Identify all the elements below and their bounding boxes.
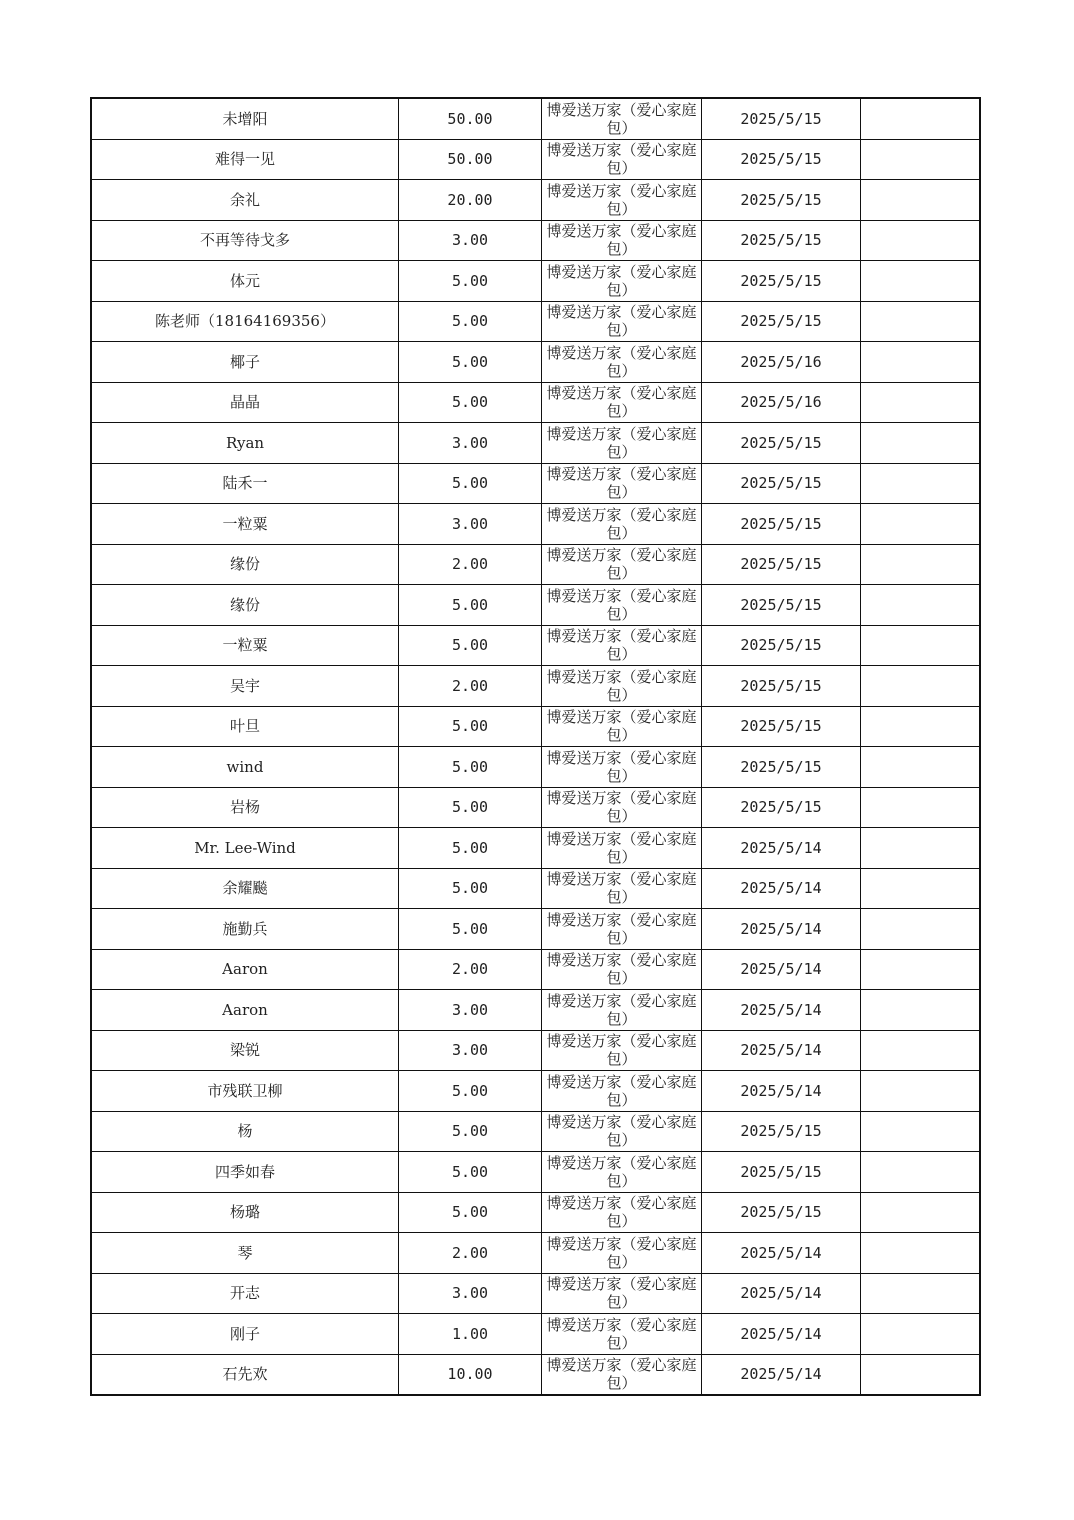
donor-name-cell: wind (91, 747, 399, 788)
note-cell (861, 1314, 981, 1355)
note-cell (861, 949, 981, 990)
table-row (91, 463, 980, 504)
table-row (91, 139, 980, 180)
amount-cell: 2.00 (399, 949, 542, 990)
note-cell (861, 98, 981, 139)
donor-name-cell: 石先欢 (91, 1354, 399, 1395)
project-label: 博爱送万家（爱心家庭包） (546, 181, 697, 218)
note-cell (861, 342, 981, 383)
project-cell (542, 1071, 702, 1112)
note-cell (861, 787, 981, 828)
project-cell (542, 909, 702, 950)
amount-cell: 5.00 (399, 787, 542, 828)
amount-cell: 3.00 (399, 990, 542, 1031)
donor-name-cell: 岩杨 (91, 787, 399, 828)
note-cell (861, 180, 981, 221)
table-row (91, 949, 980, 990)
project-cell (542, 1111, 702, 1152)
note-cell (861, 1030, 981, 1071)
note-cell (861, 585, 981, 626)
project-label: 博爱送万家（爱心家庭包） (546, 829, 697, 866)
date-cell: 2025/5/15 (702, 585, 861, 626)
table-row (91, 220, 980, 261)
project-cell (542, 1273, 702, 1314)
date-cell: 2025/5/15 (702, 1152, 861, 1193)
project-cell (542, 463, 702, 504)
project-label: 博爱送万家（爱心家庭包） (546, 505, 697, 542)
table-row (91, 301, 980, 342)
donor-name-cell: 不再等待戈多 (91, 220, 399, 261)
project-label: 博爱送万家（爱心家庭包） (546, 1356, 697, 1393)
donor-name-cell: 梁锐 (91, 1030, 399, 1071)
date-cell: 2025/5/14 (702, 909, 861, 950)
donation-table-body (91, 98, 980, 1395)
table-row (91, 1233, 980, 1274)
table-row (91, 747, 980, 788)
project-label: 博爱送万家（爱心家庭包） (546, 1275, 697, 1312)
project-label: 博爱送万家（爱心家庭包） (546, 951, 697, 988)
project-label: 博爱送万家（爱心家庭包） (546, 424, 697, 461)
project-cell (542, 585, 702, 626)
donor-name-cell: 市残联卫柳 (91, 1071, 399, 1112)
table-row (91, 423, 980, 464)
amount-cell: 1.00 (399, 1314, 542, 1355)
note-cell (861, 1111, 981, 1152)
project-label: 博爱送万家（爱心家庭包） (546, 748, 697, 785)
donor-name-cell: 刚子 (91, 1314, 399, 1355)
donor-name-cell: 余耀飈 (91, 868, 399, 909)
date-cell: 2025/5/14 (702, 990, 861, 1031)
amount-cell: 50.00 (399, 139, 542, 180)
project-label: 博爱送万家（爱心家庭包） (546, 262, 697, 299)
date-cell: 2025/5/16 (702, 342, 861, 383)
amount-cell: 5.00 (399, 463, 542, 504)
date-cell: 2025/5/15 (702, 666, 861, 707)
date-cell: 2025/5/15 (702, 544, 861, 585)
amount-cell: 5.00 (399, 828, 542, 869)
project-label: 博爱送万家（爱心家庭包） (546, 586, 697, 623)
donor-name-cell: 杨璐 (91, 1192, 399, 1233)
table-row (91, 585, 980, 626)
project-label: 博爱送万家（爱心家庭包） (546, 465, 697, 502)
amount-cell: 3.00 (399, 1030, 542, 1071)
project-cell (542, 423, 702, 464)
donation-table (90, 97, 981, 1396)
project-cell (542, 1192, 702, 1233)
project-label: 博爱送万家（爱心家庭包） (546, 1153, 697, 1190)
note-cell (861, 423, 981, 464)
date-cell: 2025/5/15 (702, 625, 861, 666)
donor-name-cell: 杨 (91, 1111, 399, 1152)
project-cell (542, 625, 702, 666)
table-row (91, 1192, 980, 1233)
project-cell (542, 1354, 702, 1395)
amount-cell: 3.00 (399, 504, 542, 545)
table-row (91, 1111, 980, 1152)
project-label: 博爱送万家（爱心家庭包） (546, 384, 697, 421)
date-cell: 2025/5/16 (702, 382, 861, 423)
project-cell (542, 666, 702, 707)
donor-name-cell: Mr. Lee-Wind (91, 828, 399, 869)
amount-cell: 2.00 (399, 1233, 542, 1274)
donor-name-cell: 四季如春 (91, 1152, 399, 1193)
donor-name-cell: 椰子 (91, 342, 399, 383)
project-cell (542, 787, 702, 828)
amount-cell: 5.00 (399, 301, 542, 342)
table-row (91, 504, 980, 545)
donor-name-cell: 晶晶 (91, 382, 399, 423)
amount-cell: 5.00 (399, 706, 542, 747)
table-row (91, 1030, 980, 1071)
donor-name-cell: 缘份 (91, 585, 399, 626)
amount-cell: 5.00 (399, 261, 542, 302)
date-cell: 2025/5/14 (702, 1233, 861, 1274)
note-cell (861, 1354, 981, 1395)
amount-cell: 5.00 (399, 1192, 542, 1233)
project-label: 博爱送万家（爱心家庭包） (546, 1315, 697, 1352)
note-cell (861, 909, 981, 950)
donor-name-cell: 体元 (91, 261, 399, 302)
table-row (91, 666, 980, 707)
table-row (91, 1071, 980, 1112)
amount-cell: 5.00 (399, 747, 542, 788)
note-cell (861, 139, 981, 180)
date-cell: 2025/5/14 (702, 1071, 861, 1112)
project-label: 博爱送万家（爱心家庭包） (546, 1072, 697, 1109)
date-cell: 2025/5/15 (702, 301, 861, 342)
amount-cell: 5.00 (399, 342, 542, 383)
project-label: 博爱送万家（爱心家庭包） (546, 667, 697, 704)
note-cell (861, 747, 981, 788)
note-cell (861, 828, 981, 869)
note-cell (861, 504, 981, 545)
table-row (91, 909, 980, 950)
table-row (91, 261, 980, 302)
date-cell: 2025/5/15 (702, 747, 861, 788)
date-cell: 2025/5/15 (702, 787, 861, 828)
date-cell: 2025/5/14 (702, 949, 861, 990)
table-row (91, 787, 980, 828)
project-cell (542, 261, 702, 302)
note-cell (861, 1071, 981, 1112)
project-cell (542, 220, 702, 261)
table-row (91, 98, 980, 139)
donor-name-cell: 陈老师（18164169356） (91, 301, 399, 342)
date-cell: 2025/5/14 (702, 868, 861, 909)
amount-cell: 5.00 (399, 1071, 542, 1112)
note-cell (861, 666, 981, 707)
date-cell: 2025/5/14 (702, 1273, 861, 1314)
date-cell: 2025/5/15 (702, 706, 861, 747)
project-cell (542, 139, 702, 180)
date-cell: 2025/5/14 (702, 1314, 861, 1355)
amount-cell: 20.00 (399, 180, 542, 221)
date-cell: 2025/5/15 (702, 1192, 861, 1233)
table-row (91, 544, 980, 585)
project-label: 博爱送万家（爱心家庭包） (546, 222, 697, 259)
project-cell (542, 1030, 702, 1071)
table-row (91, 828, 980, 869)
amount-cell: 5.00 (399, 868, 542, 909)
date-cell: 2025/5/14 (702, 1030, 861, 1071)
donor-name-cell: 难得一见 (91, 139, 399, 180)
project-cell (542, 98, 702, 139)
donor-name-cell: 琴 (91, 1233, 399, 1274)
donor-name-cell: Aaron (91, 949, 399, 990)
donor-name-cell: 陆禾一 (91, 463, 399, 504)
donor-name-cell: 吴宇 (91, 666, 399, 707)
project-label: 博爱送万家（爱心家庭包） (546, 708, 697, 745)
project-cell (542, 382, 702, 423)
amount-cell: 10.00 (399, 1354, 542, 1395)
date-cell: 2025/5/15 (702, 98, 861, 139)
donor-name-cell: 一粒粟 (91, 504, 399, 545)
note-cell (861, 1273, 981, 1314)
amount-cell: 5.00 (399, 909, 542, 950)
table-row (91, 180, 980, 221)
note-cell (861, 1233, 981, 1274)
note-cell (861, 463, 981, 504)
amount-cell: 2.00 (399, 544, 542, 585)
project-cell (542, 1314, 702, 1355)
amount-cell: 5.00 (399, 382, 542, 423)
project-label: 博爱送万家（爱心家庭包） (546, 870, 697, 907)
date-cell: 2025/5/15 (702, 139, 861, 180)
project-cell (542, 1152, 702, 1193)
note-cell (861, 544, 981, 585)
donor-name-cell: Aaron (91, 990, 399, 1031)
donor-name-cell: 施勤兵 (91, 909, 399, 950)
note-cell (861, 261, 981, 302)
amount-cell: 50.00 (399, 98, 542, 139)
note-cell (861, 706, 981, 747)
project-label: 博爱送万家（爱心家庭包） (546, 1113, 697, 1150)
date-cell: 2025/5/15 (702, 180, 861, 221)
table-row (91, 1354, 980, 1395)
table-row (91, 706, 980, 747)
note-cell (861, 220, 981, 261)
date-cell: 2025/5/15 (702, 463, 861, 504)
note-cell (861, 301, 981, 342)
amount-cell: 3.00 (399, 1273, 542, 1314)
date-cell: 2025/5/15 (702, 261, 861, 302)
date-cell: 2025/5/15 (702, 423, 861, 464)
date-cell: 2025/5/15 (702, 220, 861, 261)
donor-name-cell: 一粒粟 (91, 625, 399, 666)
project-cell (542, 990, 702, 1031)
project-label: 博爱送万家（爱心家庭包） (546, 141, 697, 178)
amount-cell: 3.00 (399, 220, 542, 261)
table-row (91, 625, 980, 666)
project-label: 博爱送万家（爱心家庭包） (546, 627, 697, 664)
project-label: 博爱送万家（爱心家庭包） (546, 343, 697, 380)
project-label: 博爱送万家（爱心家庭包） (546, 100, 697, 137)
project-label: 博爱送万家（爱心家庭包） (546, 1194, 697, 1231)
table-row (91, 868, 980, 909)
amount-cell: 2.00 (399, 666, 542, 707)
table-row (91, 1273, 980, 1314)
project-label: 博爱送万家（爱心家庭包） (546, 991, 697, 1028)
date-cell: 2025/5/15 (702, 1111, 861, 1152)
date-cell: 2025/5/15 (702, 504, 861, 545)
table-row (91, 1314, 980, 1355)
table-row (91, 382, 980, 423)
project-cell (542, 504, 702, 545)
note-cell (861, 1152, 981, 1193)
project-label: 博爱送万家（爱心家庭包） (546, 910, 697, 947)
amount-cell: 5.00 (399, 585, 542, 626)
donor-name-cell: 叶旦 (91, 706, 399, 747)
project-label: 博爱送万家（爱心家庭包） (546, 1234, 697, 1271)
amount-cell: 5.00 (399, 625, 542, 666)
table-row (91, 990, 980, 1031)
amount-cell: 5.00 (399, 1111, 542, 1152)
table-row (91, 1152, 980, 1193)
project-cell (542, 180, 702, 221)
project-label: 博爱送万家（爱心家庭包） (546, 1032, 697, 1069)
project-cell (542, 747, 702, 788)
donor-name-cell: 未增阳 (91, 98, 399, 139)
table-row (91, 342, 980, 383)
project-cell (542, 828, 702, 869)
amount-cell: 3.00 (399, 423, 542, 464)
amount-cell: 5.00 (399, 1152, 542, 1193)
date-cell: 2025/5/14 (702, 1354, 861, 1395)
project-cell (542, 342, 702, 383)
project-cell (542, 706, 702, 747)
donor-name-cell: 缘份 (91, 544, 399, 585)
note-cell (861, 1192, 981, 1233)
note-cell (861, 625, 981, 666)
project-cell (542, 868, 702, 909)
donor-name-cell: Ryan (91, 423, 399, 464)
project-cell (542, 949, 702, 990)
project-label: 博爱送万家（爱心家庭包） (546, 546, 697, 583)
project-cell (542, 1233, 702, 1274)
project-label: 博爱送万家（爱心家庭包） (546, 789, 697, 826)
project-cell (542, 544, 702, 585)
note-cell (861, 382, 981, 423)
date-cell: 2025/5/14 (702, 828, 861, 869)
note-cell (861, 868, 981, 909)
donor-name-cell: 开志 (91, 1273, 399, 1314)
project-label: 博爱送万家（爱心家庭包） (546, 303, 697, 340)
donor-name-cell: 余礼 (91, 180, 399, 221)
project-cell (542, 301, 702, 342)
note-cell (861, 990, 981, 1031)
